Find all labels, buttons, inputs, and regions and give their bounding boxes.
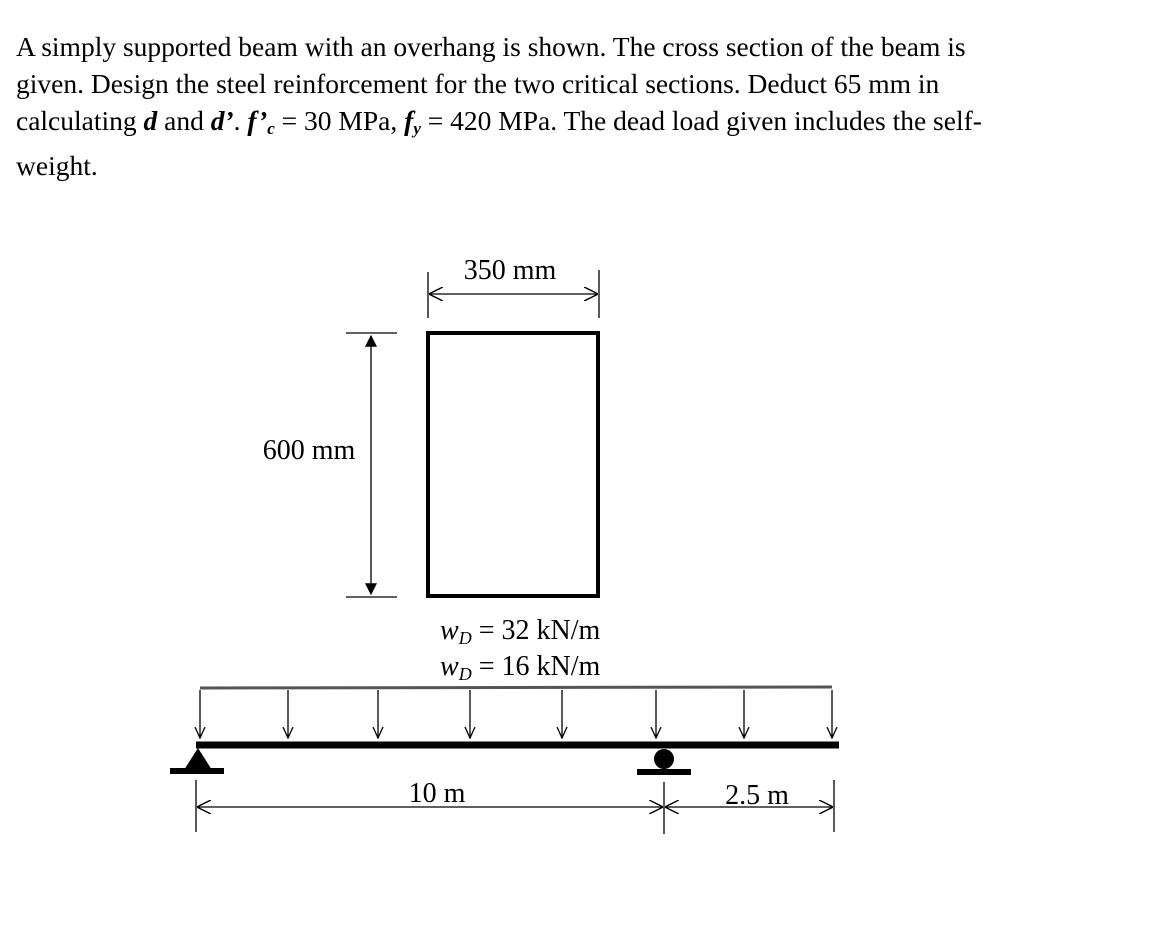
symbol-fy: f (404, 105, 414, 136)
section-rectangle (428, 333, 598, 596)
load-label-2 (440, 651, 600, 684)
problem-line-1: A simply supported beam with an overhang is shown. The cross section of the beam is (16, 31, 966, 62)
symbol-d: d (143, 105, 158, 136)
pin-triangle (184, 748, 212, 770)
problem-text-segment: calculating (16, 105, 144, 136)
load-value: = 16 kN/m (471, 651, 601, 682)
load-subscript: D (458, 628, 472, 648)
pin-support (170, 748, 224, 771)
problem-text-segment: and (157, 105, 211, 136)
problem-line-4: weight. (16, 150, 98, 181)
symbol-fc-subscript: c (267, 119, 275, 138)
fc-value: = 30 MPa, (274, 105, 405, 136)
symbol-fc: f’ (247, 105, 268, 136)
symbol-d-prime: d’ (210, 105, 234, 136)
width-label: 350 mm (463, 255, 557, 286)
load-arrows (200, 690, 832, 738)
distributed-load (200, 687, 832, 738)
main-span-label: 10 m (408, 778, 466, 809)
span-dimensions (196, 778, 834, 834)
roller-support (637, 749, 691, 772)
load-label-1 (440, 615, 600, 648)
problem-text-segment: . (233, 105, 248, 136)
load-subscript: D (458, 664, 472, 684)
fy-value: = 420 MPa. The dead load given includes the self- (420, 105, 982, 136)
load-value: = 32 kN/m (471, 615, 601, 646)
roller-circle (654, 749, 674, 769)
overhang-label: 2.5 m (725, 780, 789, 811)
load-top-line (200, 687, 832, 688)
load-symbol: w (440, 615, 459, 646)
load-symbol: w (440, 651, 459, 682)
cross-section (250, 255, 599, 597)
height-label: 600 mm (262, 435, 356, 466)
problem-line-2: given. Design the steel reinforcement for the two critical sections. Deduct 65 mm in (16, 68, 940, 99)
symbol-fy-subscript: y (413, 119, 421, 138)
